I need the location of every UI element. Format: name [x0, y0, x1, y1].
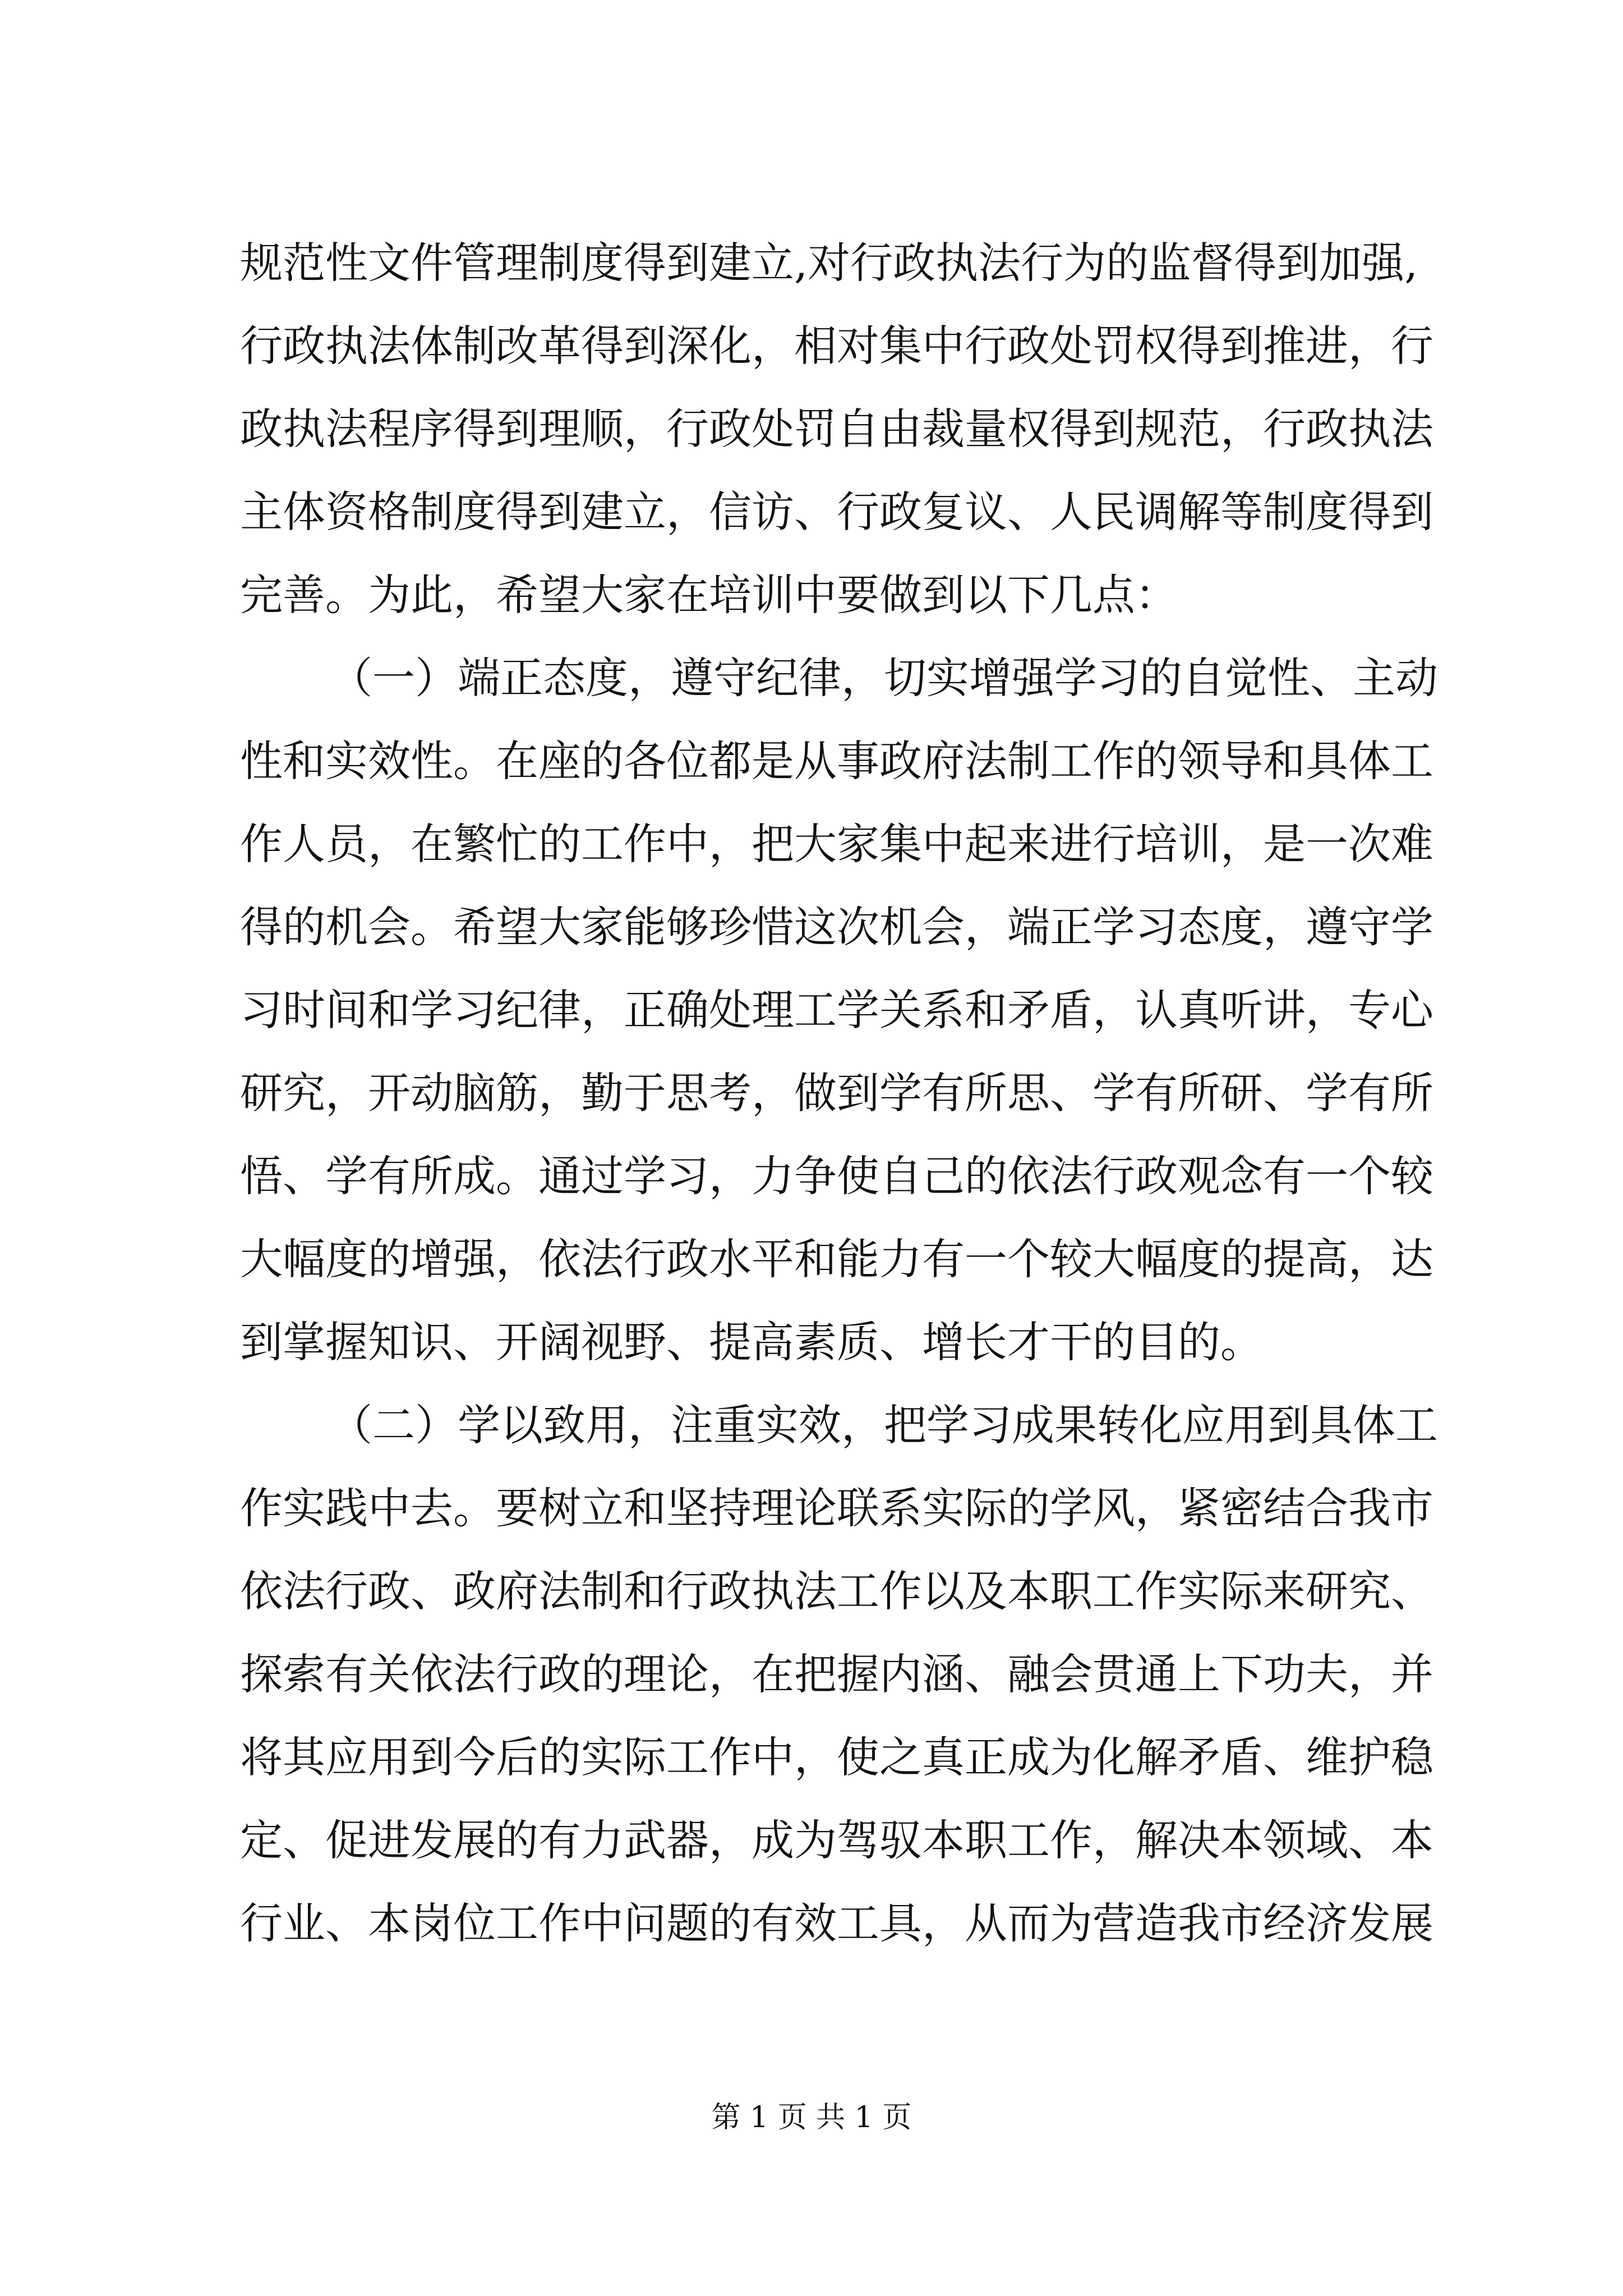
text-line: 作实践中去。要树立和坚持理论联系实际的学风，紧密结合我市 — [240, 1483, 1433, 1533]
text-line: 将其应用到今后的实际工作中，使之真正成为化解矛盾、维护稳 — [240, 1732, 1433, 1782]
text-line: （一）端正态度，遵守纪律，切实增强学习的自觉性、主动 — [330, 653, 1438, 703]
body-text — [240, 222, 1438, 1965]
text-line: 政执法程序得到理顺，行政处罚自由裁量权得到规范，行政执法 — [240, 404, 1433, 454]
text-line: 探索有关依法行政的理论，在把握内涵、融会贯通上下功夫，并 — [240, 1649, 1433, 1699]
text-line: 作人员，在繁忙的工作中，把大家集中起来进行培训，是一次难 — [240, 819, 1433, 869]
text-line: 行政执法体制改革得到深化，相对集中行政处罚权得到推进，行 — [240, 321, 1433, 371]
text-line: 主体资格制度得到建立，信访、行政复议、人民调解等制度得到 — [240, 487, 1433, 537]
text-line: 到掌握知识、开阔视野、提高素质、增长才干的目的。 — [240, 1317, 1263, 1367]
text-line: 大幅度的增强，依法行政水平和能力有一个较大幅度的提高，达 — [240, 1234, 1433, 1284]
text-line: 依法行政、政府法制和行政执法工作以及本职工作实际来研究、 — [240, 1566, 1433, 1616]
text-line: 习时间和学习纪律，正确处理工学关系和矛盾，认真听讲，专心 — [240, 985, 1433, 1035]
text-line: 规范性文件管理制度得到建立,对行政执法行为的监督得到加强, — [240, 238, 1418, 288]
text-line: 性和实效性。在座的各位都是从事政府法制工作的领导和具体工 — [240, 736, 1433, 786]
text-line: 定、促进发展的有力武器，成为驾驭本职工作，解决本领域、本 — [240, 1815, 1433, 1865]
text-line: 行业、本岗位工作中问题的有效工具，从而为营造我市经济发展 — [240, 1898, 1433, 1948]
page-number-label: 第 1 页 共 1 页 — [711, 2101, 912, 2134]
text-line: 悟、学有所成。通过学习，力争使自己的依法行政观念有一个较 — [240, 1151, 1433, 1201]
page-footer — [0, 2098, 1623, 2137]
text-line: （二）学以致用，注重实效，把学习成果转化应用到具体工 — [330, 1400, 1438, 1450]
text-line: 得的机会。希望大家能够珍惜这次机会，端正学习态度，遵守学 — [240, 902, 1433, 952]
text-line: 研究，开动脑筋，勤于思考，做到学有所思、学有所研、学有所 — [240, 1068, 1433, 1118]
text-line: 完善。为此，希望大家在培训中要做到以下几点： — [240, 570, 1178, 620]
